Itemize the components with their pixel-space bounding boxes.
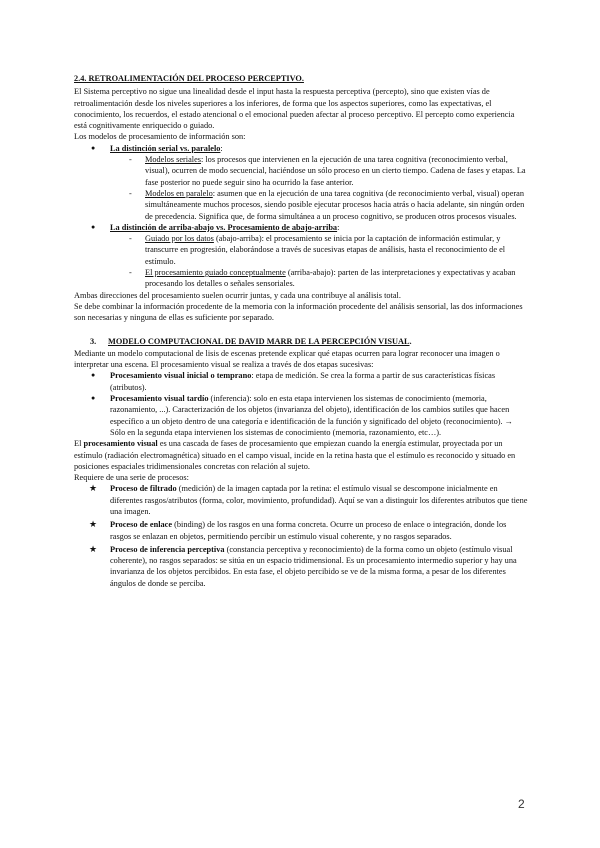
section-number: 3. (90, 336, 97, 346)
text-body: es una cascada de fases de procesamiento que empiezan cuando la energía estimular, proyectada por un estímulo (radiación electromagnética) situado en el campo visual, incide en la retina hasta que el estímulo es reconocido y situado en posiciones espaciales tridimensionales concretas con relación al sujeto. (74, 439, 516, 471)
text-modelos-seriales: : los procesos que intervienen en la ejecución de una tarea cognitiva (reconocimiento verbal, visual), ocurren de modo secuencial, haciéndose un sólo proceso en un cierto tiempo. Cadena de fases y etapas. La fase posterior no puede seguir sino ha ocurrido la fase anterior. (145, 155, 526, 187)
bullet-text: : etapa de medición. Se crea la forma a partir de sus características físicas (atributos). (110, 371, 496, 392)
bullet-title: La distinción de arriba-abajo vs. Procesamiento de abajo-arriba (110, 222, 338, 232)
section-3-heading (74, 336, 529, 347)
star-title: Proceso de enlace (110, 520, 173, 530)
star-text: (binding) de los rasgos en una forma concreta. Ocurre un proceso de enlace o integración, donde los rasgos se enlazan en objetos, permitiendo percibir un estímulo visual coherente, y no rasgos separados. (110, 520, 507, 541)
term-guiado-conceptual: El procesamiento guiado conceptualmente (145, 268, 286, 278)
bullet-colon: : (220, 143, 223, 153)
bullet-title: Procesamiento visual tardío (110, 394, 209, 404)
bullet-serial-paralelo (74, 143, 529, 154)
paragraph-combinar-informacion: Se debe combinar la información procedente de la memoria con la información procedente del análisis sensorial, las dos informaciones son necesarias y ninguna de ellas es suficiente por separado. (74, 301, 523, 323)
bullet-arriba-abajo (74, 222, 529, 233)
section-2-4-heading: 2.4. RETROALIMENTACIÓN DEL PROCESO PERCEPTIVO. (74, 74, 304, 83)
section-title: MODELO COMPUTACIONAL DE DAVID MARR DE LA PERCEPCIÓN VISUAL (108, 336, 410, 346)
star-item-enlace (74, 519, 529, 542)
term-guiado-datos: Guiado por los datos (145, 234, 214, 244)
term-modelos-seriales: Modelos seriales (145, 155, 201, 165)
page-content (74, 73, 529, 591)
bullet-text: (inferencia): solo en esta etapa intervienen los sistemas de conocimiento (memoria, razonamiento, ...). Caracterización de los objetos (invarianza del objeto), identificación de los cambios sutiles que hacen específico a un objeto dentro de una categoría e identificación de la función y significado del objeto (reconocimiento). → Sólo en la segunda etapa intervienen los sistemas de conocimiento (memoria, razonamiento, etc…). (110, 394, 513, 437)
paragraph-retroalimentacion: El Sistema perceptivo no sigue una linealidad desde el input hasta la respuesta perceptiva (percepto), sino que existen vías de retroalimentación desde los niveles superiores a los inferiores, de forma que los aspectos superiores, como las expectativas, el conocimiento, los recuerdos, el estado atencional o el emocional pueden afectar al proceso perceptivo. El percepto como experiencia está cognitivamente enriquecido o guiado. (74, 87, 515, 131)
text-guiado-datos: (abajo-arriba): el procesamiento se inicia por la captación de información estimular, y transcurre en progresión, elaborándose a través de sucesivas etapas de análisis, hasta el reconocimiento de el estímulo. (145, 234, 506, 266)
dash-item-paralelo (74, 188, 529, 222)
star-title: Proceso de filtrado (110, 484, 177, 494)
dash-item-seriales (74, 154, 529, 188)
paragraph-marr-intro: Mediante un modelo computacional de lisis de escenas pretende explicar qué etapas ocurren para lograr reconocer una imagen o interpretar una escena. El procesamiento visual se realiza a través de dos etapas sucesivas: (74, 348, 500, 370)
star-text: (medición) de la imagen captada por la retina: el estímulo visual se descompone inicialmente en diferentes rasgos/atributos (forma, color, movimiento, profundidad). Aquí se van a distinguir los diferentes atributos que tiene una imagen. (110, 484, 528, 516)
star-title: Proceso de inferencia perceptiva (110, 544, 225, 554)
section-title-period: . (409, 336, 412, 346)
term-procesamiento-visual: procesamiento visual (83, 439, 158, 449)
etapas-list (74, 370, 529, 438)
star-item-inferencia (74, 544, 529, 589)
bullet-procesamiento-tardio (74, 393, 529, 438)
modelos-list (74, 143, 529, 290)
bullet-title: La distinción serial vs. paralelo (110, 143, 221, 153)
dash-item-guiado-conceptual (74, 267, 529, 290)
text-modelos-paralelo: : asumen que en la ejecución de una tarea cognitiva (de reconocimiento verbal, visual) operan simultáneamente muchos procesos, siendo posible ejecutar procesos hacia atrás o hacia adelante, sin ningún orden de precedencia. Significa que, de forma simultánea a un proceso cognitivo, se producen otros procesos visuales. (145, 188, 525, 221)
page-number: 2 (518, 797, 525, 811)
paragraph-requiere-procesos: Requiere de una serie de procesos: (74, 473, 189, 483)
text-guiado-conceptual: (arriba-abajo): parten de las interpretaciones y expectativas y acaban procesando los detalles o señales sensoriales. (145, 268, 516, 289)
dash-item-guiado-datos (74, 233, 529, 267)
star-text: (constancia perceptiva y reconocimiento) de la forma como un objeto (estímulo visual coherente), no rasgos separados: se sitúa en un espacio tridimensional. Es un procesamiento intermedio superior y hay una invarianza de los objetos percibidos. En esta fase, el objeto percibido se ve de la misma forma, a pesar de los diferentes ángulos de donde se perciba. (110, 544, 517, 588)
paragraph-modelos-intro: Los modelos de procesamiento de información son: (74, 132, 246, 142)
procesos-list (74, 483, 529, 589)
bullet-title: Procesamiento visual inicial o temprano (110, 371, 252, 381)
star-item-filtrado (74, 483, 529, 517)
bullet-colon: : (337, 222, 340, 232)
term-modelos-paralelo: Modelos en paralelo (145, 188, 213, 198)
paragraph-ambas-direcciones: Ambas direcciones del procesamiento suelen ocurrir juntas, y cada una contribuye al análisis total. (74, 290, 401, 300)
paragraph-procesamiento-visual (74, 438, 529, 472)
bullet-procesamiento-temprano (74, 370, 529, 393)
text-prefix: El (74, 439, 84, 449)
